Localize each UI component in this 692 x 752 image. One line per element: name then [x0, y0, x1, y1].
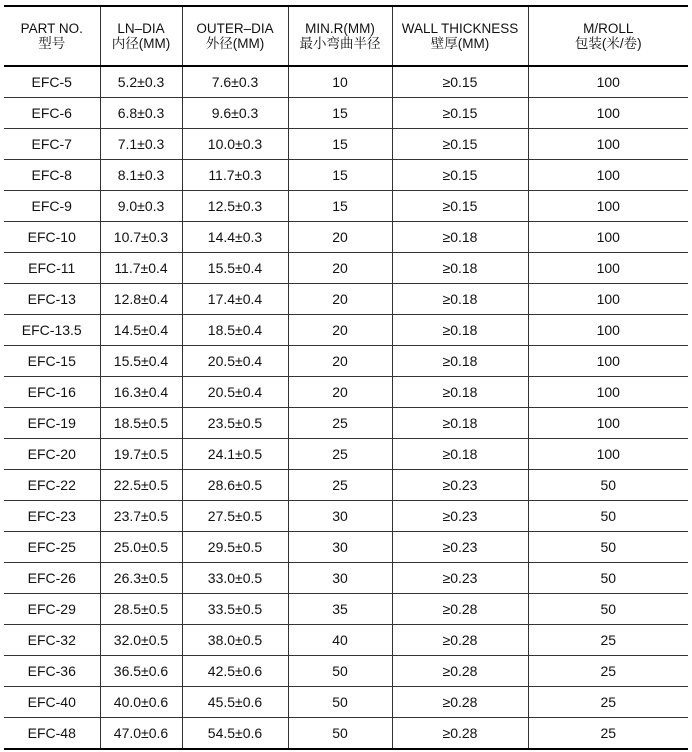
- table-row: [4, 160, 688, 191]
- min-radius-cell: 15: [288, 129, 392, 160]
- inner-dia-cell: 47.0±0.6: [100, 718, 182, 750]
- part-no-cell: EFC-32: [4, 625, 100, 656]
- outer-dia-cell: 17.4±0.4: [182, 284, 288, 315]
- table-row: [4, 66, 688, 98]
- header-wall-thickness-cn: 壁厚(MM): [430, 36, 490, 51]
- part-no-cell: EFC-10: [4, 222, 100, 253]
- outer-dia-cell: 14.4±0.3: [182, 222, 288, 253]
- header-m-per-roll-en: M/ROLL: [583, 21, 634, 36]
- outer-dia-cell: 20.5±0.4: [182, 377, 288, 408]
- m-per-roll-cell: 100: [528, 315, 688, 346]
- m-per-roll-cell: 100: [528, 408, 688, 439]
- outer-dia-cell: 24.1±0.5: [182, 439, 288, 470]
- wall-thickness-cell: ≥0.23: [392, 563, 528, 594]
- outer-dia-cell: 38.0±0.5: [182, 625, 288, 656]
- m-per-roll-cell: 25: [528, 718, 688, 750]
- min-radius-cell: 20: [288, 222, 392, 253]
- min-radius-cell: 50: [288, 687, 392, 718]
- table-row: [4, 532, 688, 563]
- header-min-radius-en: MIN.R(MM): [305, 21, 375, 36]
- header-wall-thickness: [392, 6, 528, 66]
- m-per-roll-cell: 50: [528, 470, 688, 501]
- wall-thickness-cell: ≥0.28: [392, 656, 528, 687]
- min-radius-cell: 25: [288, 470, 392, 501]
- outer-dia-cell: 33.5±0.5: [182, 594, 288, 625]
- table-row: [4, 439, 688, 470]
- wall-thickness-cell: ≥0.15: [392, 66, 528, 98]
- part-no-cell: EFC-23: [4, 501, 100, 532]
- wall-thickness-cell: ≥0.18: [392, 315, 528, 346]
- inner-dia-cell: 10.7±0.3: [100, 222, 182, 253]
- inner-dia-cell: 32.0±0.5: [100, 625, 182, 656]
- m-per-roll-cell: 100: [528, 98, 688, 129]
- header-row: [4, 6, 688, 66]
- part-no-cell: EFC-20: [4, 439, 100, 470]
- table-row: [4, 284, 688, 315]
- m-per-roll-cell: 100: [528, 346, 688, 377]
- header-m-per-roll: [528, 6, 688, 66]
- wall-thickness-cell: ≥0.28: [392, 625, 528, 656]
- part-no-cell: EFC-36: [4, 656, 100, 687]
- spec-table: [4, 5, 688, 750]
- min-radius-cell: 20: [288, 315, 392, 346]
- wall-thickness-cell: ≥0.23: [392, 470, 528, 501]
- wall-thickness-cell: ≥0.28: [392, 718, 528, 750]
- m-per-roll-cell: 25: [528, 625, 688, 656]
- m-per-roll-cell: 100: [528, 377, 688, 408]
- part-no-cell: EFC-9: [4, 191, 100, 222]
- wall-thickness-cell: ≥0.23: [392, 532, 528, 563]
- table-row: [4, 346, 688, 377]
- min-radius-cell: 50: [288, 656, 392, 687]
- min-radius-cell: 20: [288, 377, 392, 408]
- min-radius-cell: 20: [288, 346, 392, 377]
- wall-thickness-cell: ≥0.15: [392, 191, 528, 222]
- wall-thickness-cell: ≥0.18: [392, 222, 528, 253]
- inner-dia-cell: 40.0±0.6: [100, 687, 182, 718]
- header-wall-thickness-en: WALL THICKNESS: [401, 21, 519, 36]
- inner-dia-cell: 22.5±0.5: [100, 470, 182, 501]
- header-inner-dia-en: LN–DIA: [117, 21, 165, 36]
- part-no-cell: EFC-6: [4, 98, 100, 129]
- table-row: [4, 563, 688, 594]
- wall-thickness-cell: ≥0.18: [392, 408, 528, 439]
- outer-dia-cell: 10.0±0.3: [182, 129, 288, 160]
- min-radius-cell: 40: [288, 625, 392, 656]
- outer-dia-cell: 28.6±0.5: [182, 470, 288, 501]
- part-no-cell: EFC-19: [4, 408, 100, 439]
- header-min-radius: [288, 6, 392, 66]
- outer-dia-cell: 27.5±0.5: [182, 501, 288, 532]
- wall-thickness-cell: ≥0.23: [392, 501, 528, 532]
- min-radius-cell: 30: [288, 532, 392, 563]
- outer-dia-cell: 9.6±0.3: [182, 98, 288, 129]
- inner-dia-cell: 5.2±0.3: [100, 66, 182, 98]
- min-radius-cell: 30: [288, 563, 392, 594]
- inner-dia-cell: 15.5±0.4: [100, 346, 182, 377]
- m-per-roll-cell: 100: [528, 66, 688, 98]
- wall-thickness-cell: ≥0.18: [392, 377, 528, 408]
- outer-dia-cell: 7.6±0.3: [182, 66, 288, 98]
- m-per-roll-cell: 50: [528, 532, 688, 563]
- min-radius-cell: 25: [288, 439, 392, 470]
- outer-dia-cell: 54.5±0.6: [182, 718, 288, 750]
- m-per-roll-cell: 100: [528, 191, 688, 222]
- min-radius-cell: 15: [288, 191, 392, 222]
- header-part-no: [4, 6, 100, 66]
- inner-dia-cell: 14.5±0.4: [100, 315, 182, 346]
- wall-thickness-cell: ≥0.18: [392, 346, 528, 377]
- inner-dia-cell: 26.3±0.5: [100, 563, 182, 594]
- part-no-cell: EFC-16: [4, 377, 100, 408]
- table-row: [4, 253, 688, 284]
- table-row: [4, 408, 688, 439]
- inner-dia-cell: 12.8±0.4: [100, 284, 182, 315]
- table-row: [4, 98, 688, 129]
- inner-dia-cell: 9.0±0.3: [100, 191, 182, 222]
- min-radius-cell: 10: [288, 66, 392, 98]
- outer-dia-cell: 12.5±0.3: [182, 191, 288, 222]
- table-row: [4, 129, 688, 160]
- inner-dia-cell: 36.5±0.6: [100, 656, 182, 687]
- m-per-roll-cell: 50: [528, 563, 688, 594]
- inner-dia-cell: 18.5±0.5: [100, 408, 182, 439]
- header-outer-dia-cn: 外径(MM): [205, 36, 265, 51]
- table-row: [4, 656, 688, 687]
- m-per-roll-cell: 100: [528, 253, 688, 284]
- outer-dia-cell: 33.0±0.5: [182, 563, 288, 594]
- table-row: [4, 191, 688, 222]
- min-radius-cell: 25: [288, 408, 392, 439]
- wall-thickness-cell: ≥0.15: [392, 129, 528, 160]
- m-per-roll-cell: 25: [528, 656, 688, 687]
- part-no-cell: EFC-7: [4, 129, 100, 160]
- wall-thickness-cell: ≥0.18: [392, 284, 528, 315]
- outer-dia-cell: 23.5±0.5: [182, 408, 288, 439]
- inner-dia-cell: 6.8±0.3: [100, 98, 182, 129]
- m-per-roll-cell: 25: [528, 687, 688, 718]
- min-radius-cell: 30: [288, 501, 392, 532]
- header-outer-dia-en: OUTER–DIA: [196, 21, 274, 36]
- header-part-no-cn: 型号: [38, 36, 66, 51]
- wall-thickness-cell: ≥0.15: [392, 98, 528, 129]
- table-header: [4, 6, 688, 66]
- table-body: [4, 66, 688, 749]
- table-row: [4, 625, 688, 656]
- outer-dia-cell: 20.5±0.4: [182, 346, 288, 377]
- table-row: [4, 222, 688, 253]
- table-row: [4, 718, 688, 750]
- m-per-roll-cell: 100: [528, 439, 688, 470]
- inner-dia-cell: 25.0±0.5: [100, 532, 182, 563]
- part-no-cell: EFC-25: [4, 532, 100, 563]
- min-radius-cell: 35: [288, 594, 392, 625]
- part-no-cell: EFC-40: [4, 687, 100, 718]
- inner-dia-cell: 11.7±0.4: [100, 253, 182, 284]
- part-no-cell: EFC-26: [4, 563, 100, 594]
- table-row: [4, 470, 688, 501]
- m-per-roll-cell: 50: [528, 501, 688, 532]
- outer-dia-cell: 15.5±0.4: [182, 253, 288, 284]
- header-min-radius-cn: 最小弯曲半径: [299, 36, 381, 51]
- part-no-cell: EFC-13.5: [4, 315, 100, 346]
- part-no-cell: EFC-29: [4, 594, 100, 625]
- outer-dia-cell: 29.5±0.5: [182, 532, 288, 563]
- table-row: [4, 377, 688, 408]
- wall-thickness-cell: ≥0.28: [392, 594, 528, 625]
- outer-dia-cell: 42.5±0.6: [182, 656, 288, 687]
- header-part-no-en: PART NO.: [20, 21, 83, 36]
- part-no-cell: EFC-48: [4, 718, 100, 750]
- outer-dia-cell: 11.7±0.3: [182, 160, 288, 191]
- wall-thickness-cell: ≥0.18: [392, 439, 528, 470]
- m-per-roll-cell: 100: [528, 160, 688, 191]
- inner-dia-cell: 23.7±0.5: [100, 501, 182, 532]
- part-no-cell: EFC-13: [4, 284, 100, 315]
- m-per-roll-cell: 100: [528, 129, 688, 160]
- header-inner-dia-cn: 内径(MM): [111, 36, 171, 51]
- header-inner-dia: [100, 6, 182, 66]
- part-no-cell: EFC-15: [4, 346, 100, 377]
- part-no-cell: EFC-11: [4, 253, 100, 284]
- part-no-cell: EFC-22: [4, 470, 100, 501]
- table-row: [4, 594, 688, 625]
- inner-dia-cell: 28.5±0.5: [100, 594, 182, 625]
- min-radius-cell: 15: [288, 98, 392, 129]
- part-no-cell: EFC-8: [4, 160, 100, 191]
- outer-dia-cell: 18.5±0.4: [182, 315, 288, 346]
- min-radius-cell: 50: [288, 718, 392, 750]
- outer-dia-cell: 45.5±0.6: [182, 687, 288, 718]
- table-row: [4, 501, 688, 532]
- inner-dia-cell: 19.7±0.5: [100, 439, 182, 470]
- m-per-roll-cell: 100: [528, 284, 688, 315]
- wall-thickness-cell: ≥0.15: [392, 160, 528, 191]
- table-row: [4, 315, 688, 346]
- header-m-per-roll-cn: 包装(米/卷): [574, 36, 642, 51]
- header-outer-dia: [182, 6, 288, 66]
- m-per-roll-cell: 50: [528, 594, 688, 625]
- part-no-cell: EFC-5: [4, 66, 100, 98]
- wall-thickness-cell: ≥0.18: [392, 253, 528, 284]
- inner-dia-cell: 8.1±0.3: [100, 160, 182, 191]
- inner-dia-cell: 16.3±0.4: [100, 377, 182, 408]
- wall-thickness-cell: ≥0.28: [392, 687, 528, 718]
- min-radius-cell: 15: [288, 160, 392, 191]
- min-radius-cell: 20: [288, 284, 392, 315]
- min-radius-cell: 20: [288, 253, 392, 284]
- table-row: [4, 687, 688, 718]
- m-per-roll-cell: 100: [528, 222, 688, 253]
- inner-dia-cell: 7.1±0.3: [100, 129, 182, 160]
